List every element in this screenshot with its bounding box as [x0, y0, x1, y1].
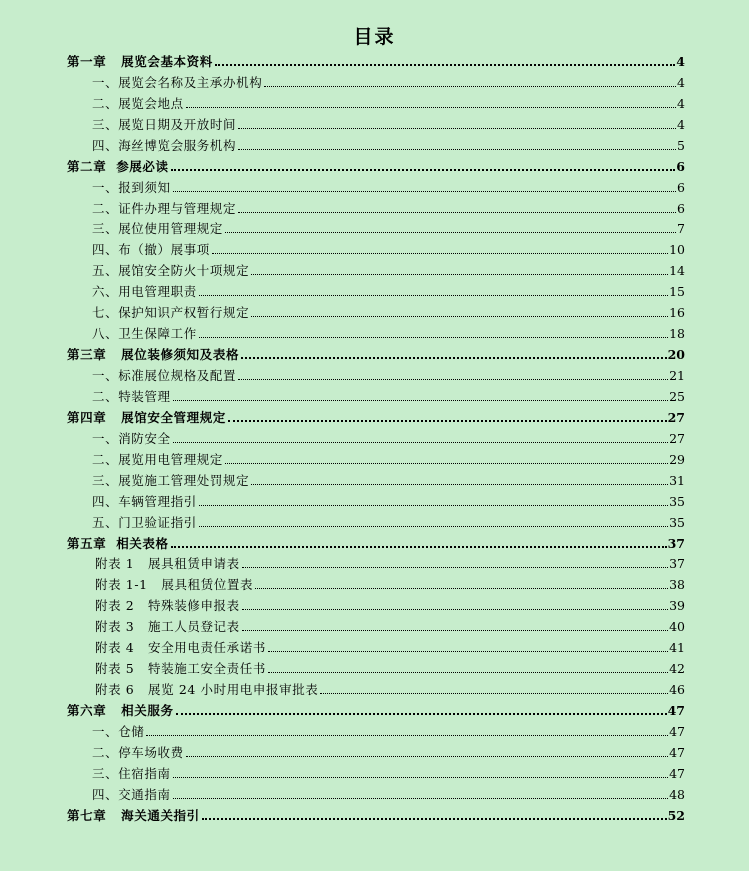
- toc-entry-label: 五、展馆安全防火十项规定: [92, 263, 250, 279]
- toc-entry-label: 附表 6 展览 24 小时用电申报审批表: [95, 682, 319, 698]
- toc-section-row[interactable]: [67, 425, 685, 446]
- toc-page-number: 27: [667, 409, 685, 425]
- toc-entry-label: 二、展览用电管理规定: [92, 451, 224, 467]
- dot-leader: [228, 420, 667, 422]
- toc-entry-label: 四、海丝博览会服务机构: [92, 137, 237, 153]
- dot-leader: [212, 253, 668, 254]
- toc-page-number: 6: [677, 179, 685, 195]
- toc-page-number: 39: [669, 598, 685, 614]
- toc-appendix-row[interactable]: [67, 655, 685, 676]
- dot-leader: [171, 169, 676, 171]
- toc-entry-label: 四、交通指南: [92, 786, 171, 802]
- toc-entry-label: 一、仓储: [92, 723, 145, 739]
- toc-entry-label: 第七章 海关通关指引: [67, 807, 200, 823]
- toc-page-number: 42: [669, 661, 685, 677]
- toc-section-row[interactable]: [67, 467, 685, 488]
- toc-section-row[interactable]: [67, 111, 685, 132]
- dot-leader: [186, 107, 676, 108]
- toc-section-row[interactable]: [67, 362, 685, 383]
- toc-entry-label: 二、证件办理与管理规定: [92, 200, 237, 216]
- toc-entry-label: 第一章 展览会基本资料: [67, 53, 213, 69]
- toc-page-number: 31: [669, 472, 685, 488]
- dot-leader: [173, 777, 668, 778]
- toc-page-number: 47: [669, 723, 685, 739]
- toc-entry-label: 第五章 相关表格: [67, 535, 169, 551]
- toc-entry-label: 一、标准展位规格及配置: [92, 368, 237, 383]
- toc-page-number: 29: [669, 451, 685, 467]
- toc-entry-label: 七、保护知识产权暂行规定: [92, 305, 250, 321]
- toc-entry-label: 二、停车场收费: [92, 744, 184, 760]
- toc-page-number: 5: [677, 137, 685, 153]
- dot-leader: [264, 86, 676, 87]
- toc-page-number: 14: [669, 263, 685, 279]
- toc-entry-label: 一、展览会名称及主承办机构: [92, 74, 263, 90]
- toc-entry-label: 第四章 展馆安全管理规定: [67, 409, 226, 425]
- toc-page-number: 52: [667, 807, 685, 823]
- dot-leader: [242, 567, 668, 568]
- toc-page-number: 20: [667, 347, 685, 363]
- toc-page-number: 4: [677, 74, 685, 90]
- toc-section-row[interactable]: [67, 488, 685, 509]
- toc-page-number: 25: [669, 388, 685, 404]
- dot-leader: [255, 588, 668, 589]
- toc-entry-label: 第三章 展位装修须知及表格: [67, 347, 240, 363]
- toc-appendix-row[interactable]: [67, 571, 685, 592]
- toc-page-number: 7: [677, 221, 685, 237]
- toc-section-row[interactable]: [67, 69, 685, 90]
- toc-page-number: 6: [676, 158, 685, 174]
- toc-page-number: 4: [677, 95, 685, 111]
- toc-page-number: 47: [669, 765, 685, 781]
- toc-section-row[interactable]: [67, 781, 685, 802]
- toc-entry-label: 五、门卫验证指引: [92, 514, 197, 530]
- dot-leader: [251, 484, 668, 485]
- toc-chapter-row[interactable]: [67, 48, 685, 69]
- dot-leader: [146, 735, 668, 736]
- toc-entry-label: 一、报到须知: [92, 179, 171, 195]
- toc-page-number: 10: [669, 242, 685, 258]
- dot-leader: [215, 64, 675, 66]
- dot-leader: [268, 651, 668, 652]
- toc-entry-label: 四、车辆管理指引: [92, 493, 197, 509]
- toc-page-number: 48: [669, 786, 685, 802]
- dot-leader: [225, 463, 668, 464]
- dot-leader: [176, 713, 667, 715]
- dot-leader: [242, 609, 668, 610]
- dot-leader: [171, 546, 667, 548]
- dot-leader: [173, 442, 668, 443]
- toc-chapter-row[interactable]: [67, 341, 685, 362]
- toc-entry-label: 三、展览施工管理处罚规定: [92, 472, 250, 488]
- dot-leader: [225, 232, 676, 233]
- dot-leader: [199, 505, 668, 506]
- toc-appendix-row[interactable]: [67, 592, 685, 613]
- toc-entry-label: 第二章 参展必读: [67, 158, 169, 174]
- toc-page-number: 27: [669, 430, 685, 446]
- toc-entry-label: 三、展位使用管理规定: [92, 221, 224, 237]
- dot-leader: [238, 379, 668, 380]
- toc-page-number: 16: [669, 305, 685, 321]
- dot-leader: [251, 316, 668, 317]
- dot-leader: [268, 672, 668, 673]
- toc-page-number: 21: [669, 368, 685, 383]
- toc-page-number: 6: [677, 200, 685, 216]
- toc-section-row[interactable]: [67, 174, 685, 195]
- toc-page-number: 47: [667, 703, 685, 718]
- toc-section-row[interactable]: [67, 739, 685, 760]
- dot-leader: [238, 212, 676, 213]
- toc-section-row[interactable]: [67, 132, 685, 153]
- toc-page-number: 37: [667, 535, 685, 551]
- toc-appendix-row[interactable]: [67, 551, 685, 572]
- toc-title: 目录: [353, 26, 396, 48]
- toc-entry-label: 二、展览会地点: [92, 95, 184, 111]
- toc-appendix-row[interactable]: [67, 676, 685, 697]
- dot-leader: [186, 756, 668, 757]
- dot-leader: [202, 818, 667, 820]
- toc-page-number: 46: [669, 682, 685, 698]
- toc-page-number: 35: [669, 514, 685, 530]
- toc-page-number: 41: [669, 640, 685, 656]
- toc-page-number: 47: [669, 744, 685, 760]
- dot-leader: [173, 191, 676, 192]
- toc-entry-label: 附表 5 特装施工安全责任书: [95, 661, 266, 677]
- toc-entry-label: 附表 1-1 展具租赁位置表: [95, 577, 254, 593]
- toc-section-row[interactable]: [67, 760, 685, 781]
- dot-leader: [199, 337, 668, 338]
- toc-entry-label: 第六章 相关服务: [67, 703, 174, 718]
- table-of-contents: [67, 48, 685, 823]
- toc-section-row[interactable]: [67, 90, 685, 111]
- dot-leader: [199, 295, 668, 296]
- toc-page-number: 4: [677, 116, 685, 132]
- toc-chapter-row[interactable]: [67, 404, 685, 425]
- toc-page-number: 35: [669, 493, 685, 509]
- toc-entry-label: 八、卫生保障工作: [92, 326, 197, 342]
- dot-leader: [199, 526, 668, 527]
- toc-section-row[interactable]: [67, 299, 685, 320]
- toc-chapter-row[interactable]: [67, 153, 685, 174]
- dot-leader: [241, 357, 667, 359]
- toc-chapter-row[interactable]: [67, 530, 685, 551]
- toc-page-number: 18: [669, 326, 685, 342]
- toc-section-row[interactable]: [67, 236, 685, 257]
- toc-section-row[interactable]: [67, 320, 685, 341]
- toc-page-number: 4: [676, 53, 685, 69]
- dot-leader: [238, 128, 676, 129]
- toc-entry-label: 附表 4 安全用电责任承诺书: [95, 640, 266, 656]
- toc-entry-label: 六、用电管理职责: [92, 284, 197, 300]
- toc-entry-label: 四、布（撤）展事项: [92, 242, 210, 258]
- toc-page-number: 38: [669, 577, 685, 593]
- toc-appendix-row[interactable]: [67, 634, 685, 655]
- toc-page-number: 15: [669, 284, 685, 300]
- toc-appendix-row[interactable]: [67, 613, 685, 634]
- dot-leader: [251, 274, 668, 275]
- toc-section-row[interactable]: [67, 216, 685, 237]
- toc-section-row[interactable]: [67, 509, 685, 530]
- toc-section-row[interactable]: [67, 718, 685, 739]
- toc-entry-label: 一、消防安全: [92, 430, 171, 446]
- toc-entry-label: 二、特装管理: [92, 388, 171, 404]
- toc-entry-label: 三、展览日期及开放时间: [92, 116, 237, 132]
- toc-section-row[interactable]: [67, 195, 685, 216]
- toc-page-number: 40: [669, 619, 685, 635]
- dot-leader: [173, 798, 668, 799]
- dot-leader: [320, 693, 668, 694]
- dot-leader: [173, 400, 668, 401]
- toc-section-row[interactable]: [67, 446, 685, 467]
- toc-entry-label: 三、住宿指南: [92, 765, 171, 781]
- toc-page-number: 37: [669, 556, 685, 572]
- toc-entry-label: 附表 2 特殊装修申报表: [95, 598, 240, 614]
- toc-chapter-row[interactable]: [67, 697, 685, 718]
- toc-entry-label: 附表 1 展具租赁申请表: [95, 556, 240, 572]
- toc-section-row[interactable]: [67, 278, 685, 299]
- dot-leader: [242, 630, 668, 631]
- toc-entry-label: 附表 3 施工人员登记表: [95, 619, 240, 635]
- toc-section-row[interactable]: [67, 257, 685, 278]
- toc-section-row[interactable]: [67, 383, 685, 404]
- dot-leader: [238, 149, 676, 150]
- toc-chapter-row[interactable]: [67, 802, 685, 823]
